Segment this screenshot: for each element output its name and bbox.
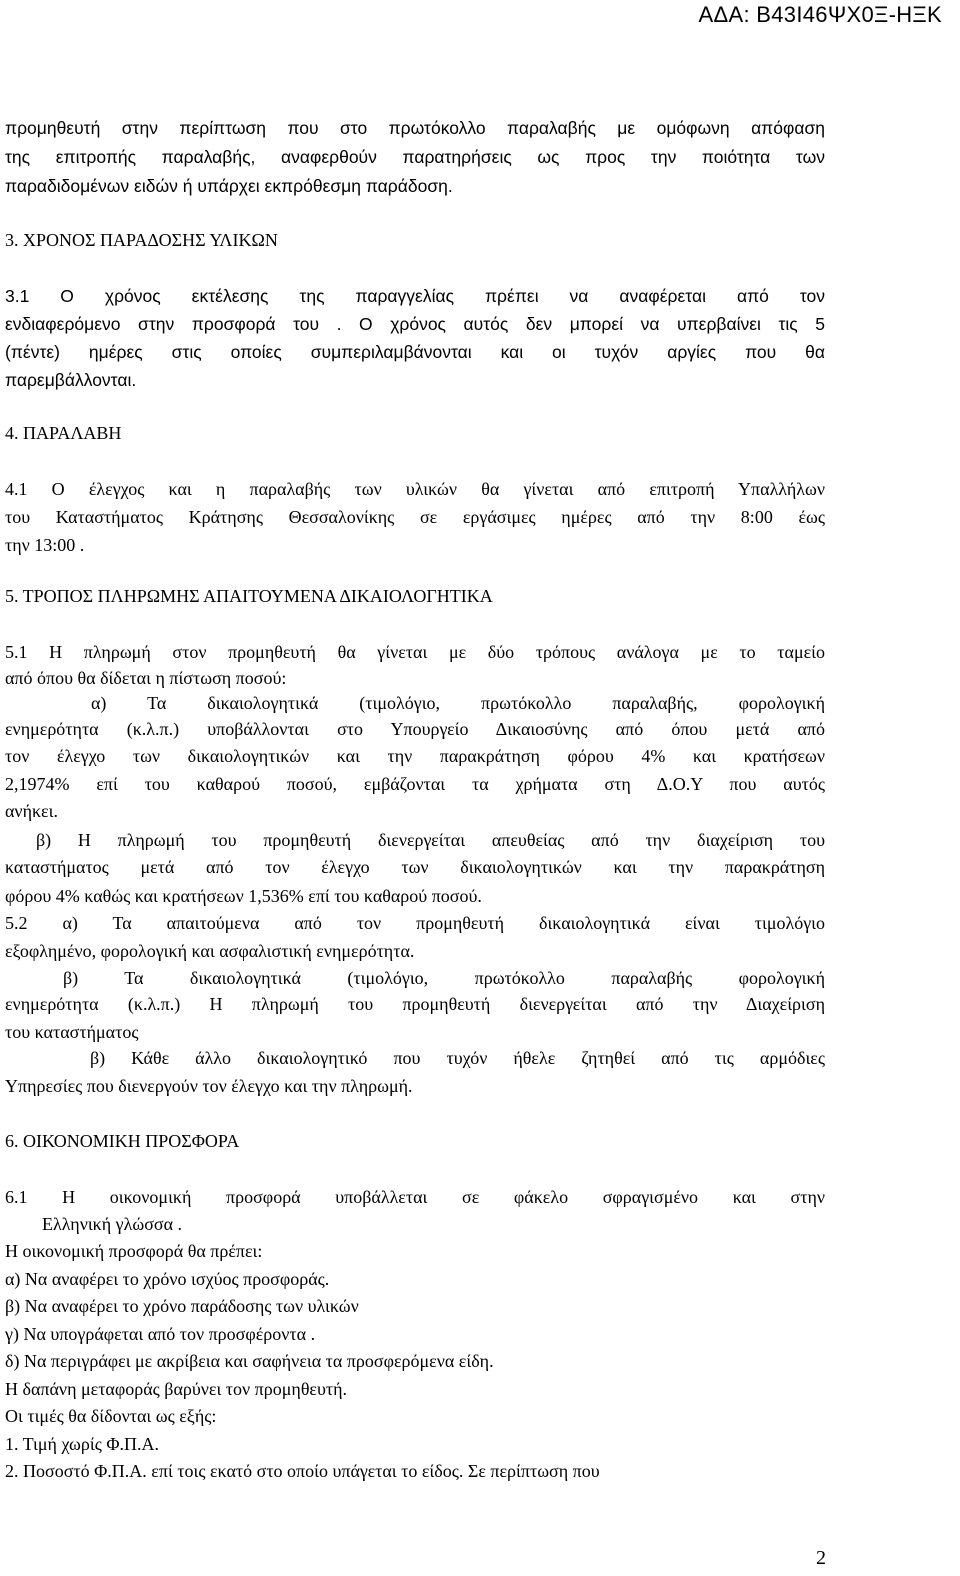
body-line: του καταστήματος: [5, 1022, 139, 1042]
list-item: 1. Τιμή χωρίς Φ.Π.Α.: [5, 1434, 159, 1454]
list-item: 2. Ποσοστό Φ.Π.Α. επί τοις εκατό στο οποίο υπάγεται το είδος. Σε περίπτωση που: [5, 1461, 600, 1481]
list-item: γ) Να υπογράφεται από τον προσφέροντα .: [5, 1324, 316, 1344]
section-heading: 3. ΧΡΟΝΟΣ ΠΑΡΑΔΟΣΗΣ ΥΛΙΚΩΝ: [5, 230, 278, 250]
body-line: εξοφλημένο, φορολογική και ασφαλιστική ενημερότητα.: [5, 941, 415, 961]
ada-code: ΑΔΑ: Β43Ι46ΨΧ0Ξ-ΗΞΚ: [698, 2, 942, 27]
body-line: 4.1 Ο έλεγχος και η παραλαβής των υλικών θα γίνεται από επιτροπή Υπαλλήλων: [5, 479, 825, 499]
body-line: Η δαπάνη μεταφοράς βαρύνει τον προμηθευτή.: [5, 1379, 348, 1399]
body-line: ενημερότητα (κ.λ.π.) Η πληρωμή του προμηθευτή διενεργείται από την Διαχείριση: [5, 994, 825, 1014]
body-line: 5.1 Η πληρωμή στον προμηθευτή θα γίνεται με δύο τρόπους ανάλογα με το ταμείο: [5, 642, 825, 662]
body-line: ενδιαφερόμενο στην προσφορά του . Ο χρόνος αυτός δεν μπορεί να υπερβαίνει τις 5: [5, 314, 825, 334]
body-line: 3.1 Ο χρόνος εκτέλεσης της παραγγελίας πρέπει να αναφέρεται από τον: [5, 286, 825, 306]
body-line: Ελληνική γλώσσα .: [42, 1214, 183, 1234]
body-line: καταστήματος μετά από τον έλεγχο των δικαιολογητικών και την παρακράτηση: [5, 857, 825, 877]
body-line: β) Τα δικαιολογητικά (τιμολόγιο, πρωτόκολλο παραλαβής φορολογική: [63, 968, 825, 988]
body-line: β) Η πληρωμή του προμηθευτή διενεργείται απευθείας από την διαχείριση του: [36, 830, 825, 850]
body-line: (πέντε) ημέρες στις οποίες συμπεριλαμβάνονται και οι τυχόν αργίες που θα: [5, 342, 825, 362]
body-line: Η οικονομική προσφορά θα πρέπει:: [5, 1241, 263, 1261]
body-line: 5.2 α) Τα απαιτούμενα από τον προμηθευτή δικαιολογητικά είναι τιμολόγιο: [5, 913, 825, 933]
body-line: φόρου 4% καθώς και κρατήσεων 1,536% επί του καθαρού ποσού.: [5, 886, 482, 906]
body-line: 2,1974% επί του καθαρού ποσού, εμβάζονται τα χρήματα στη Δ.Ο.Υ που αυτός: [5, 774, 825, 794]
body-line: από όπου θα δίδεται η πίστωση ποσού:: [5, 668, 287, 688]
body-line: παραδιδομένων ειδών ή υπάρχει εκπρόθεσμη παράδοση.: [5, 176, 453, 196]
list-item: δ) Να περιγράφει με ακρίβεια και σαφήνεια τα προσφερόμενα είδη.: [5, 1351, 494, 1371]
section-heading: 6. ΟΙΚΟΝΟΜΙΚΗ ΠΡΟΣΦΟΡΑ: [5, 1131, 240, 1151]
page-number: 2: [816, 1547, 826, 1569]
body-line: ανήκει.: [5, 801, 58, 821]
body-line: τον έλεγχο των δικαιολογητικών και την παρακράτηση φόρου 4% και κρατήσεων: [5, 746, 825, 766]
section-heading: 4. ΠΑΡΑΛΑΒΗ: [5, 423, 122, 443]
body-line: ενημερότητα (κ.λ.π.) υποβάλλονται στο Υπουργείο Δικαιοσύνης από όπου μετά από: [5, 719, 825, 739]
list-item: α) Να αναφέρει το χρόνο ισχύος προσφοράς.: [5, 1269, 330, 1289]
body-line: παρεμβάλλονται.: [5, 370, 137, 390]
body-line: β) Κάθε άλλο δικαιολογητικό που τυχόν ήθελε ζητηθεί από τις αρμόδιες: [90, 1048, 825, 1068]
body-line: προμηθευτή στην περίπτωση που στο πρωτόκολλο παραλαβής με ομόφωνη απόφαση: [5, 118, 825, 138]
body-line: Υπηρεσίες που διενεργούν τον έλεγχο και την πληρωμή.: [5, 1076, 413, 1096]
body-line: Οι τιμές θα δίδονται ως εξής:: [5, 1406, 217, 1426]
body-line: 6.1 Η οικονομική προσφορά υποβάλλεται σε φάκελο σφραγισμένο και στην: [5, 1187, 825, 1207]
list-item: β) Να αναφέρει το χρόνο παράδοσης των υλικών: [5, 1296, 359, 1316]
body-line: α) Τα δικαιολογητικά (τιμολόγιο, πρωτόκολλο παραλαβής, φορολογική: [91, 693, 825, 713]
section-heading: 5. ΤΡΟΠΟΣ ΠΛΗΡΩΜΗΣ ΑΠΑΙΤΟΥΜΕΝΑ ΔΙΚΑΙΟΛΟΓΗΤΙΚΑ: [5, 586, 493, 606]
body-line: την 13:00 .: [5, 535, 85, 555]
body-line: της επιτροπής παραλαβής, αναφερθούν παρατηρήσεις ως προς την ποιότητα των: [5, 147, 825, 167]
body-line: του Καταστήματος Κράτησης Θεσσαλονίκης σε εργάσιμες ημέρες από την 8:00 έως: [5, 507, 825, 527]
